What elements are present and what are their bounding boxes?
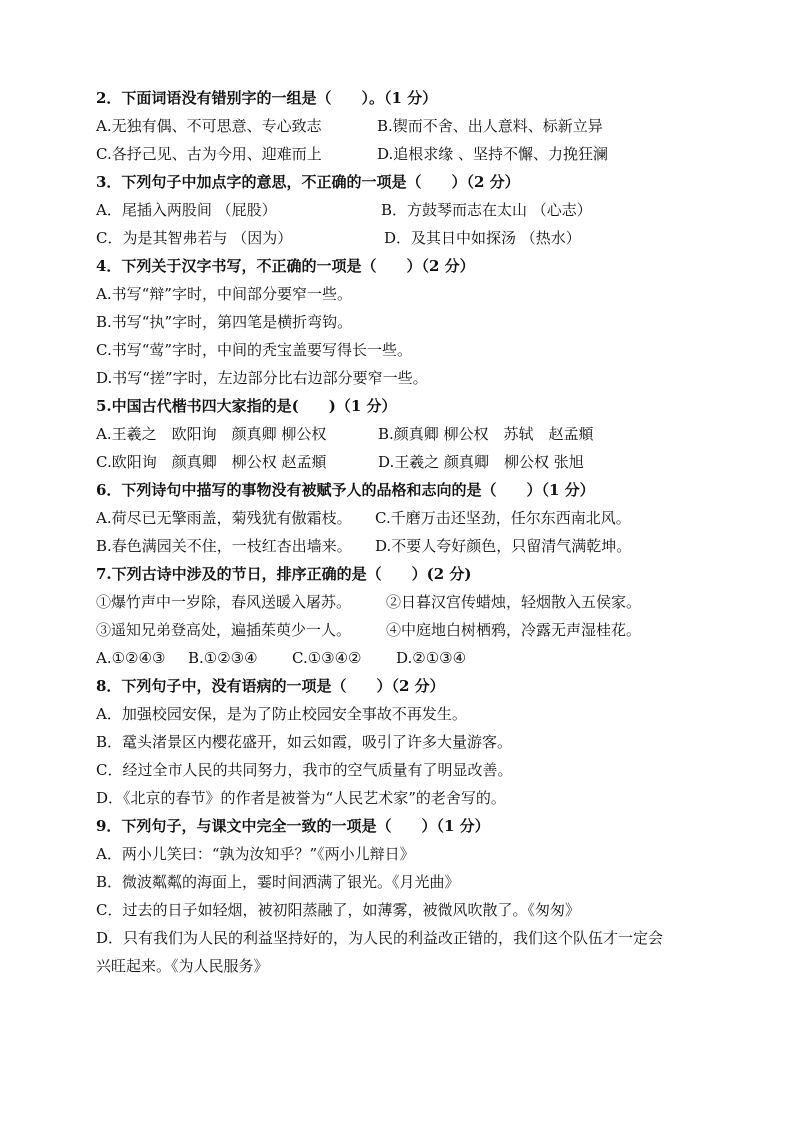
line-text: A.书写“辩”字时，中间部分要窄一些。 [96, 285, 352, 303]
line-text: D．《北京的春节》的作者是被誉为“人民艺术家”的老舍写的。 [96, 789, 506, 807]
line-text: D．只有我们为人民的利益坚持好的，为人民的利益改正错的，我们这个队伍才一定会 [96, 929, 664, 947]
answer-line [96, 112, 716, 140]
answer-line [96, 280, 716, 308]
answer-option: A.无独有偶、不可思意、专心致志 [96, 117, 322, 135]
answer-line [96, 140, 716, 168]
answer-option: D.不要人夸好颜色，只留清气满乾坤。 [375, 537, 632, 555]
answer-option: A.荷尽已无擎雨盖，菊残犹有傲霜枝。 [96, 509, 352, 527]
question-stem [96, 252, 716, 280]
answer-option: ④中庭地白树栖鸦，冷露无声湿桂花。 [386, 621, 642, 639]
question-stem [96, 392, 716, 420]
answer-option: ②日暮汉宫传蜡烛，轻烟散入五侯家。 [386, 593, 642, 611]
answer-line [96, 616, 716, 644]
answer-option: C．为是其智弗若与 （因为） [96, 229, 293, 247]
line-text: C．过去的日子如轻烟，被初阳蒸融了，如薄雾，被微风吹散了。《匆匆》 [96, 901, 580, 919]
line-text: 9．下列句子，与课文中完全一致的一项是（ ）（1 分） [96, 817, 490, 835]
line-text: 4．下列关于汉字书写，不正确的一项是（ ）（2 分） [96, 257, 475, 275]
answer-line [96, 224, 716, 252]
question-stem [96, 672, 716, 700]
answer-line [96, 196, 716, 224]
answer-option: C.欧阳询 颜真卿 柳公权 赵孟頫 [96, 453, 327, 471]
answer-line [96, 952, 716, 980]
answer-line [96, 532, 716, 560]
answer-option: D.②①③④ [396, 649, 467, 667]
answer-option: B．方鼓琴而志在太山 （心志） [381, 201, 592, 219]
answer-option: ①爆竹声中一岁除，春风送暖入屠苏。 [96, 593, 352, 611]
answer-line [96, 700, 716, 728]
question-stem [96, 812, 716, 840]
line-text: C．经过全市人民的共同努力，我市的空气质量有了明显改善。 [96, 761, 513, 779]
answer-option: B.锲而不舍、出人意料、标新立异 [377, 117, 603, 135]
answer-line [96, 644, 716, 672]
line-text: 3．下列句子中加点字的意思，不正确的一项是（ ）（2 分） [96, 173, 520, 191]
answer-option: A．尾插入两股间 （屁股） [96, 201, 277, 219]
question-stem [96, 84, 716, 112]
answer-line [96, 336, 716, 364]
answer-option: B.春色满园关不住，一枝红杏出墙来。 [96, 537, 352, 555]
answer-option: B.颜真卿 柳公权 苏轼 赵孟頫 [378, 425, 594, 443]
answer-line [96, 364, 716, 392]
line-text: B．鼋头渚景区内樱花盛开，如云如霞，吸引了许多大量游客。 [96, 733, 513, 751]
answer-line [96, 756, 716, 784]
line-text: 兴旺起来。《为人民服务》 [96, 957, 269, 975]
answer-line [96, 840, 716, 868]
answer-option: A.①②④③ [96, 649, 166, 667]
question-stem [96, 560, 716, 588]
answer-line [96, 924, 716, 952]
line-text: 2．下面词语没有错别字的一组是（ ）。（1 分） [96, 89, 438, 107]
answer-line [96, 504, 716, 532]
line-text: 5.中国古代楷书四大家指的是( )（1 分） [96, 397, 397, 415]
line-text: C.书写“莺”字时，中间的秃宝盖要写得长一些。 [96, 341, 413, 359]
answer-line [96, 784, 716, 812]
answer-line [96, 308, 716, 336]
answer-line [96, 420, 716, 448]
answer-line [96, 448, 716, 476]
question-stem [96, 476, 716, 504]
answer-option: ③遥知兄弟登高处，遍插茱萸少一人。 [96, 621, 352, 639]
answer-option: D.王羲之 颜真卿 柳公权 张旭 [378, 453, 584, 471]
answer-option: C.千磨万击还坚劲，任尔东西南北风。 [375, 509, 631, 527]
line-text: B.书写“执”字时，第四笔是横折弯钩。 [96, 313, 353, 331]
answer-option: D．及其日中如探汤 （热水） [384, 229, 581, 247]
answer-line [96, 868, 716, 896]
line-text: 7.下列古诗中涉及的节日，排序正确的是（ ）(2 分) [96, 565, 472, 583]
answer-option: D.追根求缘 、坚持不懈、力挽狂澜 [377, 145, 609, 163]
answer-option: B.①②③④ [188, 649, 258, 667]
answer-option: C.①③④② [292, 649, 362, 667]
answer-line [96, 588, 716, 616]
answer-line [96, 896, 716, 924]
question-stem [96, 168, 716, 196]
line-text: A．两小儿笑曰：“孰为汝知乎？”《两小儿辩日》 [96, 845, 415, 863]
line-text: A．加强校园安保，是为了防止校园安全事故不再发生。 [96, 705, 467, 723]
line-text: D.书写“搓”字时，左边部分比右边部分要窄一些。 [96, 369, 428, 387]
line-text: B．微波粼粼的海面上，霎时间洒满了银光。《月光曲》 [96, 873, 460, 891]
line-text: 8．下列句子中，没有语病的一项是（ ）（2 分） [96, 677, 445, 695]
answer-option: C.各抒己见、古为今用、迎难而上 [96, 145, 322, 163]
answer-option: A.王羲之 欧阳询 颜真卿 柳公权 [96, 425, 327, 443]
answer-line [96, 728, 716, 756]
line-text: 6．下列诗句中描写的事物没有被赋予人的品格和志向的是（ ）（1 分） [96, 481, 595, 499]
